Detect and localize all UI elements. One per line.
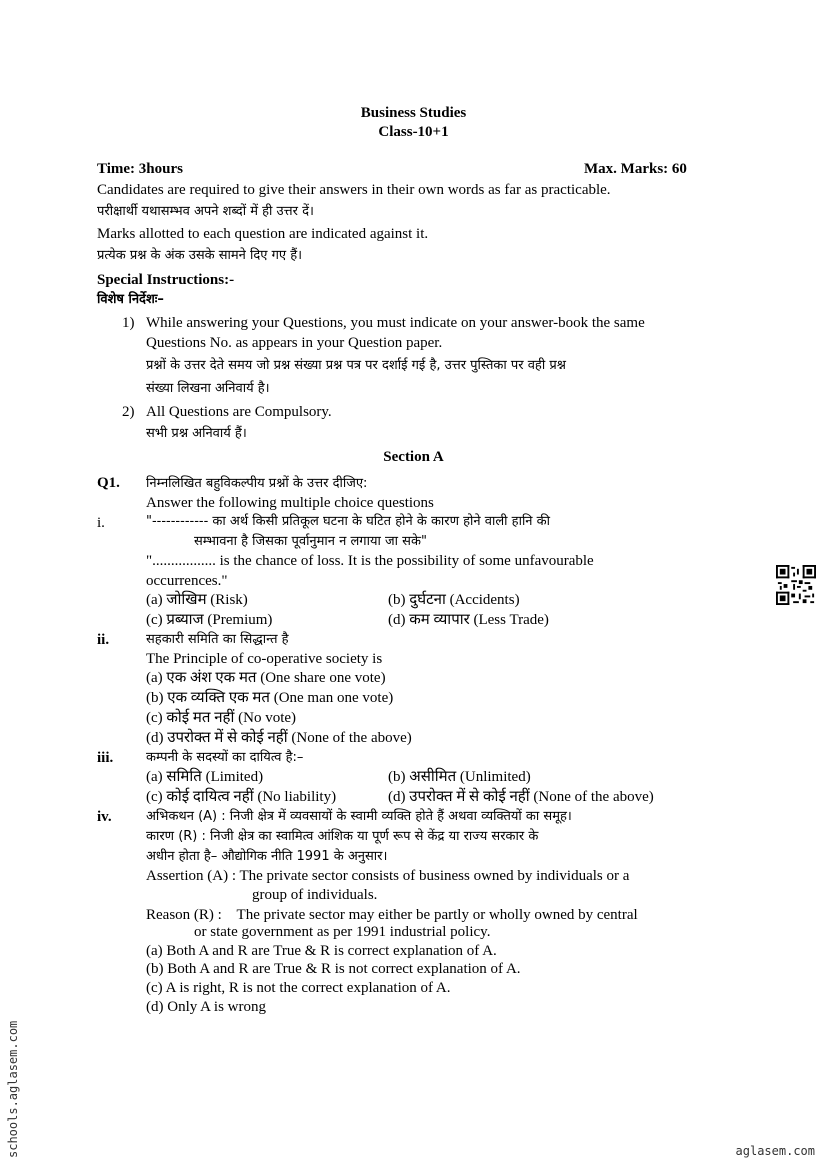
general-instruction-en-1: Candidates are required to give their answers in their own words as far as practicable.: [97, 182, 611, 198]
question-iv-option-c: (c) A is right, R is not the correct explanation of A.: [146, 980, 451, 996]
question-i-option-a: (a) जोखिम (Risk): [146, 592, 248, 608]
special-instructions-title-hi: विशेष निर्देशः–: [97, 292, 164, 307]
instruction-1-number: 1): [122, 315, 135, 331]
question-ii-option-c: (c) कोई मत नहीं (No vote): [146, 710, 297, 726]
question-iv-number: iv.: [97, 809, 112, 825]
question-iv-option-d: (d) Only A is wrong: [146, 999, 266, 1015]
qr-code-icon: [776, 565, 816, 605]
question-ii-en: The Principle of co-operative society is: [146, 651, 383, 667]
question-i-option-b: (b) दुर्घटना (Accidents): [388, 592, 520, 608]
general-instruction-hi-1: परीक्षार्थी यथासम्भव अपने शब्दों में ही उत्तर दें।: [97, 204, 314, 219]
question-i-option-c: (c) प्रब्याज (Premium): [146, 612, 273, 628]
special-instructions-title-en: Special Instructions:-: [97, 272, 235, 288]
question-ii-option-d: (d) उपरोक्त में से कोई नहीं (None of the above): [146, 730, 412, 746]
general-instruction-en-2: Marks allotted to each question are indicated against it.: [97, 226, 429, 242]
question-iv-reason-line-2: or state government as per 1991 industrial policy.: [194, 924, 491, 940]
instruction-2-number: 2): [122, 404, 135, 420]
instruction-1-hi-line-1: प्रश्नों के उत्तर देते समय जो प्रश्न संख्या प्रश्न पत्र पर दर्शाई गई है, उत्तर पुस्तिका पर वही प्रश्न: [146, 358, 566, 373]
question-iv-hi-line-2: कारण (R) : निजी क्षेत्र का स्वामित्व आंशिक या पूर्ण रूप से केंद्र या राज्य सरकार के: [146, 829, 539, 844]
instruction-2-hi: सभी प्रश्न अनिवार्य हैं।: [146, 426, 247, 441]
question-i-en-line-2: occurrences.": [146, 573, 228, 589]
question-iv-hi-line-1: अभिकथन (A) : निजी क्षेत्र में व्यवसायों के स्वामी व्यक्ति होते हैं अथवा व्यक्तियों का समूह।: [146, 809, 572, 824]
section-a-title: Section A: [383, 449, 444, 465]
question-i-number: i.: [97, 515, 105, 531]
question-iii-number: iii.: [97, 750, 114, 766]
question-iv-hi-line-3: अधीन होता है– औद्योगिक नीति 1991 के अनुसार।: [146, 849, 388, 864]
question-ii-option-b: (b) एक व्यक्ति एक मत (One man one vote): [146, 690, 394, 706]
question-iv-assertion-line-2: group of individuals.: [252, 887, 378, 903]
q1-label: Q1.: [97, 475, 120, 491]
question-iii-option-d: (d) उपरोक्त में से कोई नहीं (None of the above): [388, 789, 654, 805]
subject-title: Business Studies: [360, 105, 467, 121]
question-iii-hi: कम्पनी के सदस्यों का दायित्व है:–: [146, 750, 304, 765]
question-i-en-line-1: "................. is the chance of loss. It is the possibility of some unfavourable: [146, 553, 594, 569]
general-instruction-hi-2: प्रत्येक प्रश्न के अंक उसके सामने दिए गए हैं।: [97, 248, 303, 263]
question-iii-option-a: (a) समिति (Limited): [146, 769, 264, 785]
question-ii-option-a: (a) एक अंश एक मत (One share one vote): [146, 670, 386, 686]
question-i-hi-line-1: "------------ का अर्थ किसी प्रतिकूल घटना के घटित होने के कारण होने वाली हानि की: [146, 514, 551, 529]
instruction-1-en-line-1: While answering your Questions, you must indicate on your answer-book the same: [146, 315, 645, 331]
bottom-watermark: aglasem.com: [735, 1144, 815, 1158]
instruction-2-en: All Questions are Compulsory.: [146, 404, 332, 420]
q1-instruction-hi: निम्नलिखित बहुविकल्पीय प्रश्नों के उत्तर दीजिए:: [146, 476, 368, 491]
question-iv-option-a: (a) Both A and R are True & R is correct explanation of A.: [146, 943, 497, 959]
q1-instruction-en: Answer the following multiple choice questions: [146, 495, 434, 511]
question-iii-option-c: (c) कोई दायित्व नहीं (No liability): [146, 789, 337, 805]
question-ii-number: ii.: [97, 632, 110, 648]
max-marks-label: Max. Marks: 60: [584, 161, 687, 177]
question-iii-option-b: (b) असीमित (Unlimited): [388, 769, 531, 785]
instruction-1-en-line-2: Questions No. as appears in your Question paper.: [146, 335, 443, 351]
time-label: Time: 3hours: [97, 161, 183, 177]
question-iv-assertion-line-1: Assertion (A) : The private sector consists of business owned by individuals or a: [146, 868, 630, 884]
question-i-option-d: (d) कम व्यापार (Less Trade): [388, 612, 549, 628]
instruction-1-hi-line-2: संख्या लिखना अनिवार्य है।: [146, 381, 270, 396]
question-ii-hi: सहकारी समिति का सिद्धान्त है: [146, 632, 289, 647]
class-title: Class-10+1: [378, 124, 449, 140]
question-iv-reason-line-1: Reason (R) : The private sector may either be partly or wholly owned by central: [146, 907, 638, 923]
question-i-hi-line-2: सम्भावना है जिसका पूर्वानुमान न लगाया जा सके": [194, 534, 427, 549]
question-iv-option-b: (b) Both A and R are True & R is not correct explanation of A.: [146, 961, 521, 977]
side-watermark: schools.aglasem.com: [6, 1020, 20, 1158]
